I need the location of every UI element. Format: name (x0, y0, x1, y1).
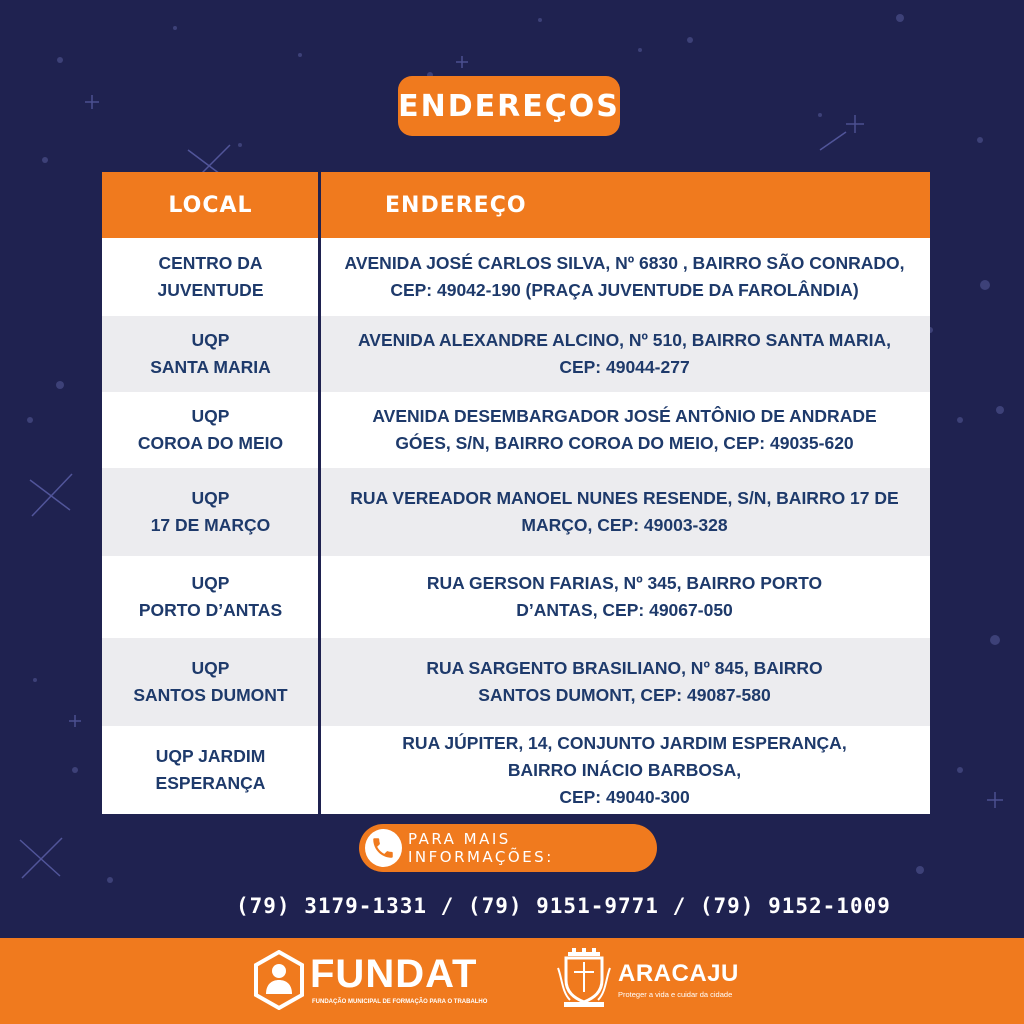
phone-icon (365, 829, 402, 867)
table-row (102, 468, 930, 556)
table-row (102, 726, 930, 814)
row-local: UQP SANTOS DUMONT (133, 658, 288, 705)
phone-numbers: (79) 3179-1331 / (79) 9151-9771 / (79) 9152-1009 (236, 894, 891, 918)
row-endereco: RUA JÚPITER, 14, CONJUNTO JARDIM ESPERANÇA, BAIRRO INÁCIO BARBOSA, CEP: 49040-300 (402, 732, 847, 807)
row-local: UQP SANTA MARIA (150, 330, 271, 377)
row-local: CENTRO DA JUVENTUDE (157, 253, 264, 300)
addresses-table (102, 172, 930, 814)
fundat-subtitle: FUNDAÇÃO MUNICIPAL DE FORMAÇÃO PARA O TRABALHO (312, 999, 488, 1005)
aracaju-slogan: Proteger a vida e cuidar da cidade (618, 990, 733, 999)
fundat-emblem-icon (252, 950, 306, 1010)
row-endereco: AVENIDA ALEXANDRE ALCINO, Nº 510, BAIRRO SANTA MARIA, CEP: 49044-277 (357, 330, 892, 377)
row-endereco: AVENIDA DESEMBARGADOR JOSÉ ANTÔNIO DE ANDRADE GÓES, S/N, BAIRRO COROA DO MEIO, CEP: 49035-620 (372, 406, 877, 453)
row-local: UQP 17 DE MARÇO (150, 488, 271, 535)
row-endereco: AVENIDA JOSÉ CARLOS SILVA, Nº 6830 , BAIRRO SÃO CONRADO, CEP: 49042-190 (PRAÇA JUVENTUDE DA FAROLÂNDIA) (344, 253, 905, 300)
aracaju-name: ARACAJU (618, 960, 739, 987)
column-divider (318, 172, 321, 814)
aracaju-logo (556, 948, 756, 1012)
table-row (102, 392, 930, 468)
table-header (102, 172, 930, 238)
fundat-logo (252, 950, 488, 1012)
row-local: UQP PORTO D’ANTAS (138, 573, 283, 620)
footer-bar (0, 938, 1024, 1024)
table-row (102, 238, 930, 316)
table-row (102, 316, 930, 392)
row-local: UQP JARDIM ESPERANÇA (155, 746, 266, 793)
row-endereco: RUA SARGENTO BRASILIANO, Nº 845, BAIRRO SANTOS DUMONT, CEP: 49087-580 (426, 658, 823, 705)
row-endereco: RUA GERSON FARIAS, Nº 345, BAIRRO PORTO D’ANTAS, CEP: 49067-050 (426, 573, 823, 620)
aracaju-coat-of-arms-icon (556, 948, 612, 1010)
fundat-name: FUNDAT (310, 952, 478, 996)
more-info-badge (359, 824, 657, 872)
table-row (102, 638, 930, 726)
table-row (102, 556, 930, 638)
header-local: LOCAL (168, 192, 253, 218)
page-title: ENDEREÇOS (398, 76, 620, 136)
header-endereco: ENDEREÇO (385, 192, 527, 218)
row-local: UQP COROA DO MEIO (137, 406, 284, 453)
more-info-label: PARA MAIS INFORMAÇÕES: (407, 830, 554, 866)
row-endereco: RUA VEREADOR MANOEL NUNES RESENDE, S/N, BAIRRO 17 DE MARÇO, CEP: 49003-328 (350, 488, 899, 535)
